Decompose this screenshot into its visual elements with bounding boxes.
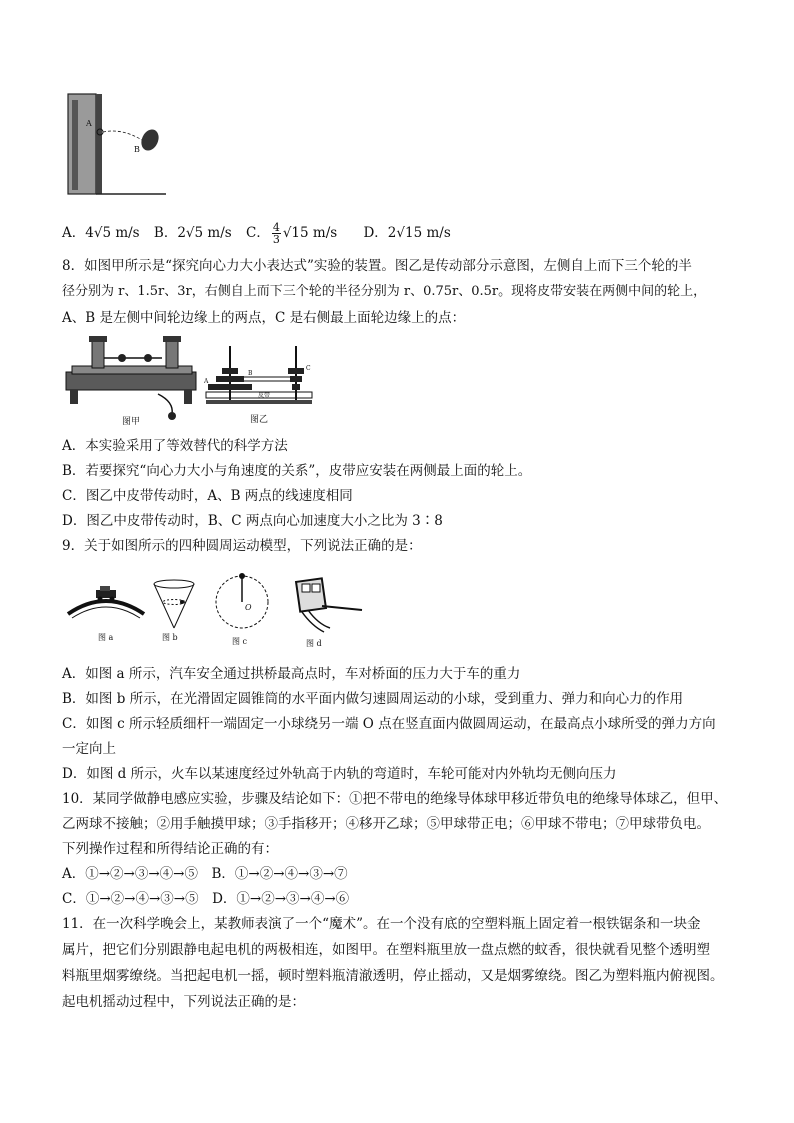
figure-yi-caption: 图乙	[250, 415, 269, 425]
q9-option-c-line-2: 一定向上	[62, 741, 116, 757]
q9-option-c-line-1: C．如图 c 所示轻质细杆一端固定一小球绕另一端 O 点在竖直面内做圆周运动，在最高点小球所受的弹力方向	[62, 716, 716, 732]
figure-b-caption: 图 b	[162, 633, 178, 642]
q11-stem-line-2: 属片，把它们分别跟静电起电机的两极相连，如图甲。在塑料瓶里放一盘点燃的蚊香，很快就看见整个透明塑	[62, 942, 710, 958]
q7-option-c-num: 4	[272, 221, 280, 234]
q10-stem-line-1: 10．某同学做静电感应实验，步骤及结论如下：①把不带电的绝缘导体球甲移近带负电的绝缘导体球乙，但甲、	[62, 791, 728, 807]
figure-yi-label-c: C	[306, 365, 311, 372]
q11-stem-line-3: 料瓶里烟雾缭绕。当把起电机一摇，顿时塑料瓶清澈透明，停止摇动，又是烟雾缭绕。图乙为塑料瓶内俯视图。	[62, 968, 724, 984]
q9-option-a: A．如图 a 所示，汽车安全通过拱桥最高点时，车对桥面的压力大于车的重力	[62, 666, 521, 682]
q9-stem: 9．关于如图所示的四种圆周运动模型，下列说法正确的是：	[62, 538, 422, 554]
q11-stem-line-1: 11．在一次科学晚会上，某教师表演了一个“魔术”。在一个没有底的空塑料瓶上固定着一根铁锯条和一块金	[62, 916, 701, 932]
wall-label-a: A	[86, 119, 92, 128]
figure-yi-label-a: A	[204, 378, 209, 385]
q8-stem-line-2: 径分别为 r、1.5r、3r，右侧自上而下三个轮的半径分别为 r、0.75r、0.5r。现将皮带安装在两侧中间的轮上，	[62, 284, 707, 299]
wall-label-b: B	[134, 145, 140, 154]
q9-figures	[62, 566, 372, 650]
q8-option-c: C．图乙中皮带传动时，A、B 两点的线速度相同	[62, 488, 353, 504]
q7-options	[62, 222, 451, 245]
figure-c-point-o: O	[245, 603, 252, 612]
q7-option-c-den: 3	[272, 233, 280, 246]
q7-option-c-rest: √15 m/s	[282, 225, 338, 241]
q9-option-d: D．如图 d 所示，火车以某速度经过外轨高于内轨的弯道时，车轮可能对内外轨均无侧向压力	[62, 766, 617, 782]
q10-stem-line-2: 乙两球不接触；②用手触摸甲球；③手指移开；④移开乙球；⑤甲球带正电；⑥甲球不带电；⑦甲球带负电。	[62, 816, 710, 832]
figure-yi-belt-label: 皮带	[258, 392, 271, 399]
q8-stem-line-1: 8．如图甲所示是“探究向心力大小表达式”实验的装置。图乙是传动部分示意图，左侧自上而下三个轮的半	[62, 258, 692, 274]
figure-yi-transmission	[204, 340, 316, 430]
q10-options-cd: C．①→②→④→③→⑤ D．①→②→③→④→⑥	[62, 891, 350, 907]
q8-option-b: B．若要探究“向心力大小与角速度的关系”，皮带应安装在两侧最上面的轮上。	[62, 463, 532, 479]
q7-option-d: D．2√15 m/s	[363, 225, 451, 241]
q8-option-a: A．本实验采用了等效替代的科学方法	[62, 438, 288, 454]
q10-stem-line-3: 下列操作过程和所得结论正确的有：	[62, 841, 278, 857]
wall-ball-figure	[62, 88, 182, 206]
figure-jia-apparatus	[62, 334, 202, 430]
figure-yi-label-b: B	[248, 370, 253, 377]
q7-option-b: B．2√5 m/s	[153, 225, 232, 241]
q8-option-d: D．图乙中皮带传动时，B、C 两点向心加速度大小之比为 3∶8	[62, 513, 443, 529]
figure-a-caption: 图 a	[98, 633, 114, 642]
figure-c-caption: 图 c	[232, 637, 248, 646]
q7-option-c: C．	[245, 225, 270, 241]
q10-options-ab: A．①→②→③→④→⑤ B．①→②→④→③→⑦	[62, 866, 348, 882]
q7-option-c-fraction	[272, 222, 281, 245]
q9-option-b: B．如图 b 所示，在光滑固定圆锥筒的水平面内做匀速圆周运动的小球，受到重力、弹力和向心力的作用	[62, 691, 684, 707]
q8-stem-line-3: A、B 是左侧中间轮边缘上的两点，C 是右侧最上面轮边缘上的点：	[62, 310, 466, 326]
figure-jia-caption: 图甲	[122, 417, 141, 427]
figure-d-caption: 图 d	[306, 639, 322, 648]
q7-option-a: A．4√5 m/s	[62, 225, 140, 241]
q11-stem-line-4: 起电机摇动过程中，下列说法正确的是：	[62, 994, 305, 1010]
